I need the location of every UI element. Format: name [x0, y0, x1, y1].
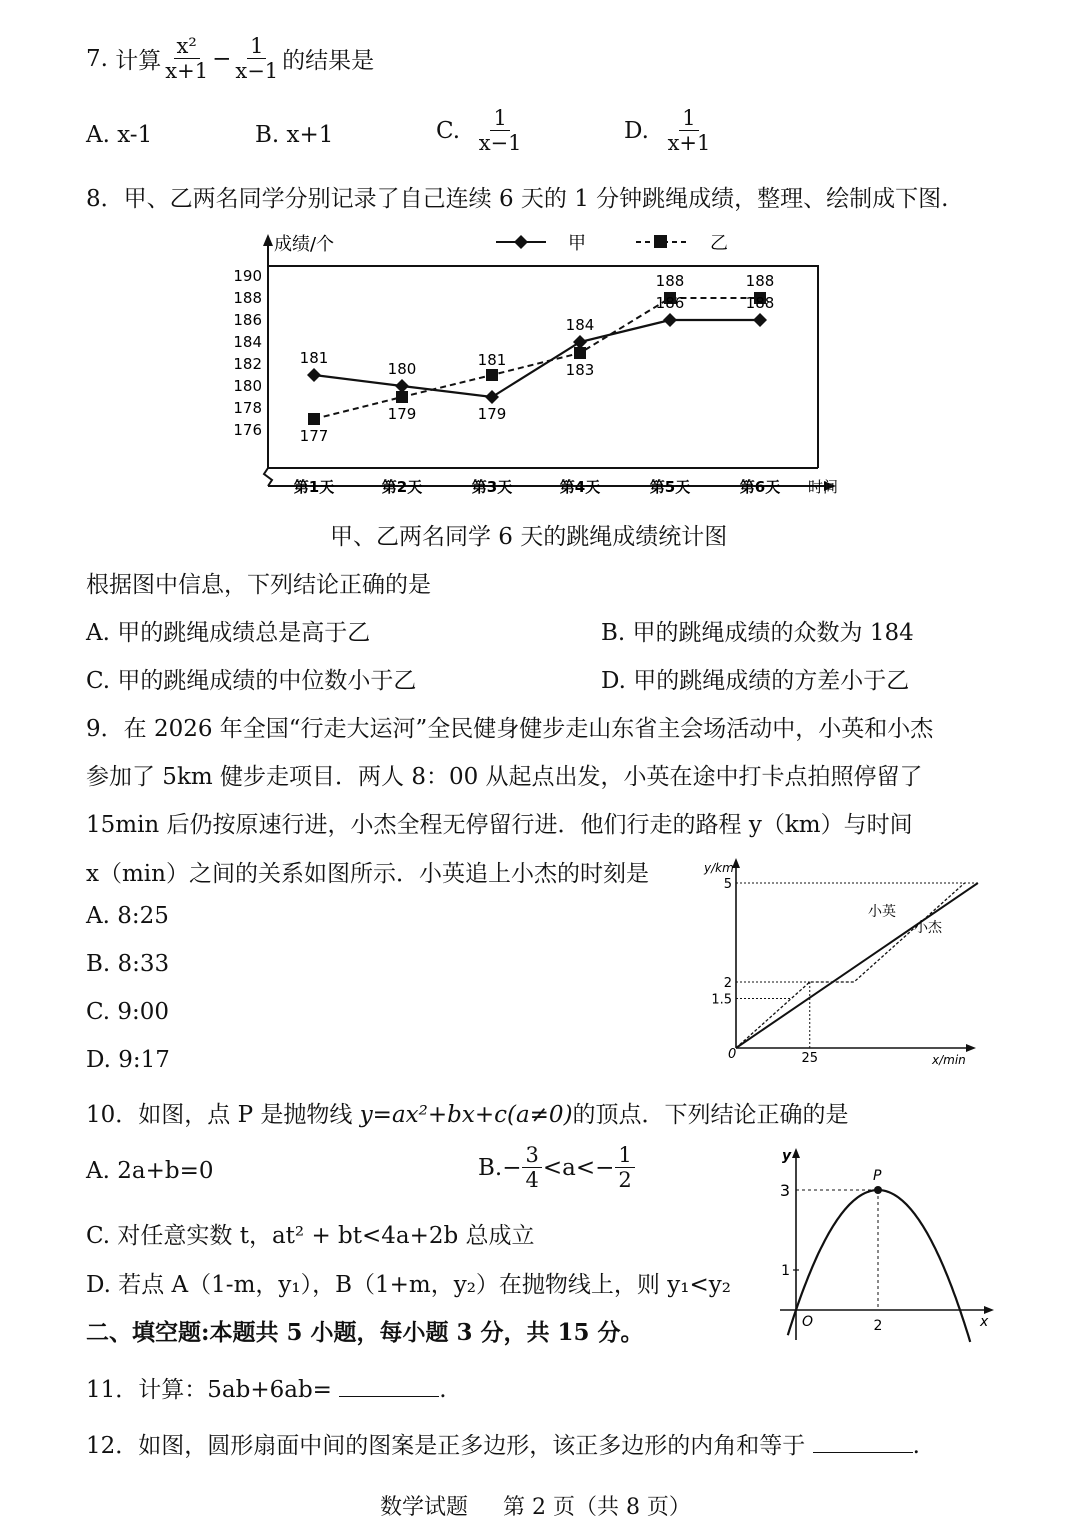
q9-option-c[interactable]: C. 9:00	[86, 999, 170, 1025]
q7-option-c-fraction	[476, 106, 525, 155]
q10-option-b-mid: <a<−	[542, 1154, 615, 1181]
q10-option-b-label: B.−	[478, 1154, 522, 1181]
y-tick-label: 1.5	[711, 992, 732, 1008]
q7-option-d[interactable]	[624, 106, 714, 155]
page-footer: 数学试题 第 2 页（共 8 页）	[380, 1495, 691, 1520]
chart-frame	[268, 266, 818, 468]
q7-option-c[interactable]	[436, 106, 526, 155]
y-axis-arrow	[792, 1148, 800, 1158]
q7-option-d-den: x+1	[667, 131, 711, 156]
data-point-jia	[753, 313, 767, 327]
y-tick-label: 190	[233, 267, 262, 285]
q7-option-d-fraction	[665, 106, 714, 155]
q9-line-3: 15min 后仍按原速行进，小杰全程无停留行进．他们行走的路程 y（km）与时间	[86, 812, 913, 838]
q10-stem-suffix: 的顶点．下列结论正确的是	[572, 1102, 849, 1128]
q9-line-4: x（min）之间的关系如图所示．小英追上小杰的时刻是	[86, 861, 649, 887]
y-tick-label: 178	[233, 399, 262, 417]
q7-option-a[interactable]: A. x-1	[86, 122, 153, 148]
q9-option-b[interactable]: B. 8:33	[86, 951, 170, 977]
q7-minus: −	[212, 45, 232, 72]
q7-frac1-den: x+1	[165, 59, 209, 84]
parabola-graph	[766, 1140, 1006, 1350]
origin-label: 0	[728, 1047, 737, 1062]
q8-option-a[interactable]: A. 甲的跳绳成绩总是高于乙	[86, 620, 371, 646]
y-tick-label: 186	[233, 311, 262, 329]
q10-option-c[interactable]: C. 对任意实数 t，at² + bt<4a+2b 总成立	[86, 1223, 535, 1249]
data-label-jia: 184	[565, 316, 595, 334]
q9-line-1: 9．在 2026 年全国“行走大运河”全民健身健步走山东省主会场活动中，小英和小杰	[86, 716, 934, 742]
q11-text: 11．计算：5ab+6ab=	[86, 1377, 332, 1403]
data-label-yi: 179	[387, 405, 417, 423]
legend-marker-jia	[514, 235, 528, 249]
y-tick-label: 5	[723, 877, 732, 892]
origin-label: O	[802, 1314, 814, 1330]
data-label-yi: 188	[655, 272, 685, 290]
data-point-jia	[485, 390, 499, 404]
x-tick-label: 第4天	[559, 478, 601, 496]
chart-series	[307, 292, 767, 425]
q10-stem	[86, 1096, 849, 1129]
data-point-jia	[573, 335, 587, 349]
x-axis-arrow	[966, 1044, 976, 1052]
q8-chart-caption: 甲、乙两名同学 6 天的跳绳成绩统计图	[330, 524, 728, 550]
q8-option-d[interactable]: D. 甲的跳绳成绩的方差小于乙	[601, 668, 910, 694]
y-tick-label: 176	[233, 421, 262, 439]
q8-option-c[interactable]: C. 甲的跳绳成绩的中位数小于乙	[86, 668, 417, 694]
y-tick-label: 1	[781, 1263, 790, 1279]
legend-label-jia: 甲	[568, 233, 586, 254]
data-label-yi: 183	[565, 361, 595, 379]
legend-marker-yi	[654, 235, 667, 248]
data-label-yi: 177	[299, 427, 329, 445]
y-tick-label: 3	[779, 1181, 790, 1200]
q7-frac2-den: x−1	[235, 59, 279, 84]
x-tick-label: 第2天	[381, 478, 423, 496]
data-label-jia: 188	[745, 294, 775, 312]
q7-option-d-label: D.	[624, 117, 649, 144]
q7-stem	[86, 34, 374, 83]
axis-break-mark	[264, 468, 272, 486]
y-tick-label: 182	[233, 355, 262, 373]
x-tick-label: 25	[801, 1051, 819, 1066]
q10-option-d[interactable]: D. 若点 A（1-m，y₁），B（1+m，y₂）在抛物线上，则 y₁<y₂	[86, 1272, 731, 1298]
q11-answer-blank[interactable]	[339, 1376, 439, 1397]
data-label-jia: 186	[655, 294, 685, 312]
q11	[86, 1371, 447, 1404]
series-line-yi	[314, 298, 760, 419]
series-line-xiaojie	[736, 883, 978, 1048]
q10-b-num2: 1	[615, 1143, 634, 1168]
q12-end: .	[912, 1433, 920, 1459]
q10-b-den1: 4	[525, 1168, 539, 1193]
y-axis-label: y/km	[704, 861, 734, 875]
y-axis-label: 成绩/个	[274, 234, 335, 255]
y-axis-arrow	[263, 234, 273, 246]
q12	[86, 1427, 920, 1460]
data-point-yi	[486, 369, 498, 381]
q7-fraction-2	[232, 34, 281, 83]
q7-prefix: 计算	[115, 48, 162, 75]
q8-option-b[interactable]: B. 甲的跳绳成绩的众数为 184	[601, 620, 914, 646]
series-label-xiaoying: 小英	[868, 904, 896, 920]
q11-end: .	[439, 1377, 447, 1403]
x-tick-label: 第5天	[649, 478, 691, 496]
legend-label-yi: 乙	[710, 233, 728, 254]
q10-stem-prefix: 10．如图，点 P 是抛物线	[86, 1102, 360, 1128]
chart-legend	[496, 233, 728, 254]
q7-option-c-den: x−1	[478, 131, 522, 156]
q7-option-d-num: 1	[679, 106, 698, 131]
y-axis-label: y	[782, 1148, 792, 1164]
q7-option-c-num: 1	[490, 106, 509, 131]
x-tick-label: 第3天	[471, 478, 513, 496]
q7-option-c-label: C.	[436, 117, 461, 144]
y-tick-label: 188	[233, 289, 262, 307]
q8-stem: 8．甲、乙两名同学分别记录了自己连续 6 天的 1 分钟跳绳成绩，整理、绘制成下图.	[86, 186, 949, 212]
q12-answer-blank[interactable]	[813, 1432, 913, 1453]
data-point-yi	[396, 391, 408, 403]
q7-frac2-num: 1	[247, 34, 266, 59]
x-tick-label: 第1天	[293, 478, 335, 496]
data-label-jia: 180	[387, 360, 417, 378]
series-line-jia	[314, 320, 760, 397]
q9-option-d[interactable]: D. 9:17	[86, 1047, 170, 1073]
q7-fraction-1	[162, 34, 211, 83]
data-point-jia	[307, 368, 321, 382]
q9-line-2: 参加了 5km 健步走项目．两人 8：00 从起点出发，小英在途中打卡点拍照停留了	[86, 764, 923, 790]
section-2-heading: 二、填空题:本题共 5 小题，每小题 3 分，共 15 分。	[86, 1319, 644, 1346]
q8-question: 根据图中信息，下列结论正确的是	[86, 572, 431, 598]
q10-option-b[interactable]	[478, 1143, 636, 1192]
data-point-yi	[308, 413, 320, 425]
q12-text: 12．如图，圆形扇面中间的图案是正多边形，该正多边形的内角和等于	[86, 1433, 806, 1459]
q7-suffix: 的结果是	[282, 48, 375, 75]
q7-frac1-num: x²	[174, 34, 200, 59]
data-label-jia: 179	[477, 405, 507, 423]
vertex-point	[874, 1186, 882, 1194]
data-label-yi: 188	[745, 272, 775, 290]
q9-option-a[interactable]: A. 8:25	[86, 903, 169, 929]
x-tick-label: 第6天	[739, 478, 781, 496]
data-point-jia	[663, 313, 677, 327]
data-point-yi	[574, 347, 586, 359]
x-axis-arrow	[984, 1306, 994, 1314]
walking-distance-graph	[700, 852, 990, 1072]
data-label-yi: 181	[477, 351, 507, 369]
x-axis-label: x/min	[932, 1053, 966, 1067]
q10-option-b-fraction-1	[522, 1143, 541, 1192]
x-axis-label: 时间	[808, 478, 839, 496]
q10-b-num1: 3	[522, 1143, 541, 1168]
series-line-xiaoying	[736, 883, 965, 1048]
q10-option-b-fraction-2	[615, 1143, 634, 1192]
y-tick-label: 2	[723, 976, 732, 991]
q7-option-b[interactable]: B. x+1	[255, 122, 334, 148]
y-tick-label: 180	[233, 377, 262, 395]
q10-formula: y=ax²+bx+c(a≠0)	[359, 1102, 573, 1128]
x-axis-label: x	[980, 1314, 989, 1330]
y-tick-label: 184	[233, 333, 262, 351]
series-label-xiaojie: 小杰	[914, 920, 942, 936]
jump-rope-line-chart	[226, 224, 856, 509]
x-tick-label: 2	[873, 1318, 883, 1334]
q10-b-den2: 2	[618, 1168, 632, 1193]
data-point-jia	[395, 379, 409, 393]
q7-number: 7.	[86, 45, 108, 72]
q10-option-a[interactable]: A. 2a+b=0	[86, 1158, 214, 1184]
data-label-jia: 181	[299, 349, 329, 367]
vertex-label: P	[873, 1168, 882, 1184]
